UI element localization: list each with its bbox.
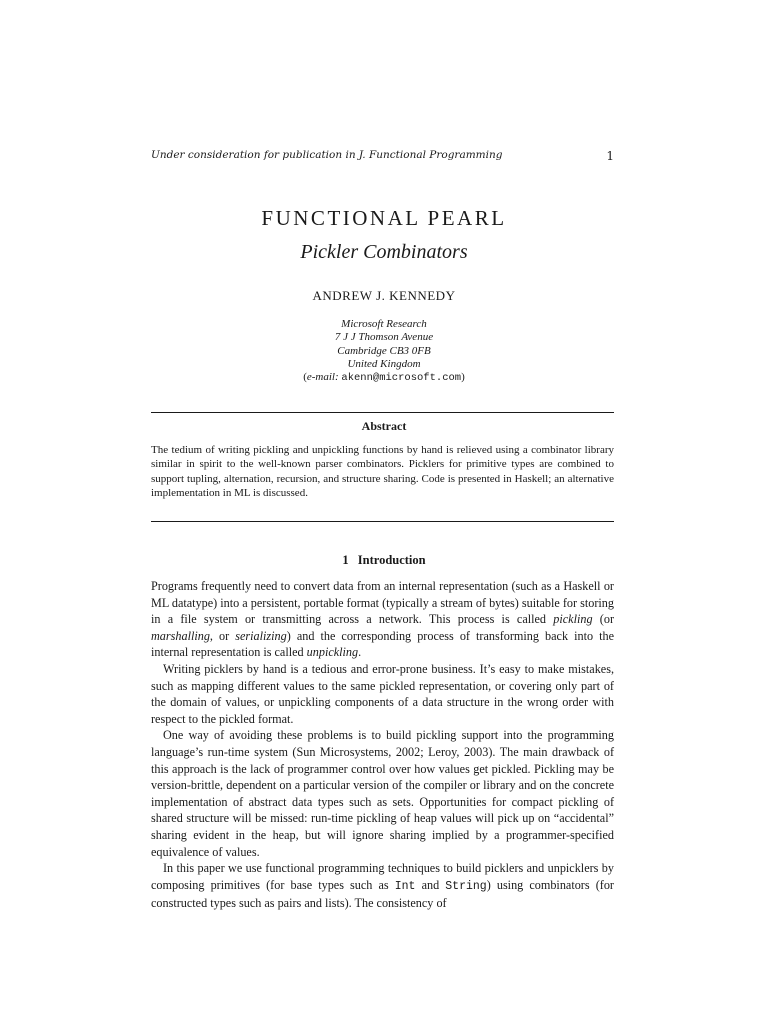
paragraph-2: Writing picklers by hand is a tedious and error-prone business. It’s easy to make mistakes, such as mapping different values to the same pickled representation, or covering only part of the domain of values, or unpickling components of a data structure in the wrong order with respect to the pickled format. bbox=[151, 661, 614, 726]
p1-text-a: Programs frequently need to convert data from an internal representation (such as a Haskell or ML datatype) into a persistent, portable format (typically a stream of bytes) suitable for storing in a file system or transmitting across a network. This process is called bbox=[151, 579, 614, 627]
email-address: akenn@microsoft.com bbox=[341, 372, 462, 385]
affiliation-city: Cambridge CB3 0FB bbox=[337, 344, 431, 357]
p1-term-serializing: serializing bbox=[235, 628, 287, 643]
journal-note: Under consideration for publication in J. Functional Programming bbox=[151, 149, 503, 161]
affiliation-org: Microsoft Research bbox=[341, 318, 427, 330]
section-number: 1 bbox=[342, 553, 349, 567]
p1-text-e: , or bbox=[209, 628, 236, 643]
affiliation-email-line bbox=[0, 371, 768, 385]
paper-subtitle: Pickler Combinators bbox=[300, 241, 468, 263]
body-text bbox=[151, 578, 614, 912]
paragraph-3: One way of avoiding these problems is to build pickling support into the programming language’s run-time system (Sun Microsystems, 2002; Leroy, 2003). The main drawback of this approach is the lack of programmer control over how values get pickled. Pickling may be version-brittle, dependent on a particular version of the compiler or library and on the concrete implementation of abstract data types such as sets. Opportunities for compact pickling of shared structure will be missed: run-time pickling of heap values will pick up on “accidental” sharing evident in the heap, but will ignore sharing implied by a programmer-specified equivalence of values. bbox=[151, 728, 614, 859]
author-affiliation bbox=[0, 318, 768, 385]
p1-term-marshalling: marshalling bbox=[151, 628, 210, 643]
p4-text-c: and bbox=[415, 877, 446, 892]
page-number: 1 bbox=[606, 149, 614, 163]
email-label: e-mail: bbox=[306, 371, 339, 384]
p4-code-int: Int bbox=[394, 879, 416, 893]
abstract-text: The tedium of writing pickling and unpickling functions by hand is relieved using a combinator library similar in spirit to the well-known parser combinators. Picklers for primitive types are combined to support tupling, alternation, recursion, and structure sharing. Code is presented in Haskell; an alternative implementation in ML is discussed. bbox=[151, 444, 614, 499]
abstract-top-rule bbox=[151, 412, 614, 413]
p4-code-string: String bbox=[445, 879, 487, 893]
email-close-paren: ) bbox=[461, 371, 465, 384]
running-head bbox=[151, 149, 614, 161]
abstract-bottom-rule bbox=[151, 521, 614, 522]
p1-term-unpickling: unpickling bbox=[306, 645, 359, 660]
section-heading bbox=[0, 553, 768, 568]
p1-text-g: ) and the corresponding process of transforming back into the internal representation is called bbox=[151, 628, 615, 660]
p1-text-i: . bbox=[358, 645, 362, 660]
paper-title: FUNCTIONAL PEARL bbox=[261, 206, 507, 230]
p1-text-c: (or bbox=[592, 612, 615, 627]
email-open-paren: ( bbox=[303, 371, 307, 384]
author-name: ANDREW J. KENNEDY bbox=[312, 288, 456, 303]
p1-term-pickling: pickling bbox=[553, 612, 593, 627]
paragraph-4 bbox=[151, 860, 614, 912]
affiliation-country: United Kingdom bbox=[347, 357, 421, 370]
section-title: Introduction bbox=[357, 553, 426, 567]
abstract-heading: Abstract bbox=[361, 419, 407, 433]
paragraph-1 bbox=[151, 578, 614, 661]
p4-text-e: ) using combinators (for constructed types such as pairs and lists). The consistency of bbox=[151, 877, 614, 911]
p4-text-a: In this paper we use functional programming techniques to build picklers and unpicklers by composing primitives (for base types such as bbox=[151, 861, 614, 892]
affiliation-street: 7 J J Thomson Avenue bbox=[334, 331, 434, 344]
